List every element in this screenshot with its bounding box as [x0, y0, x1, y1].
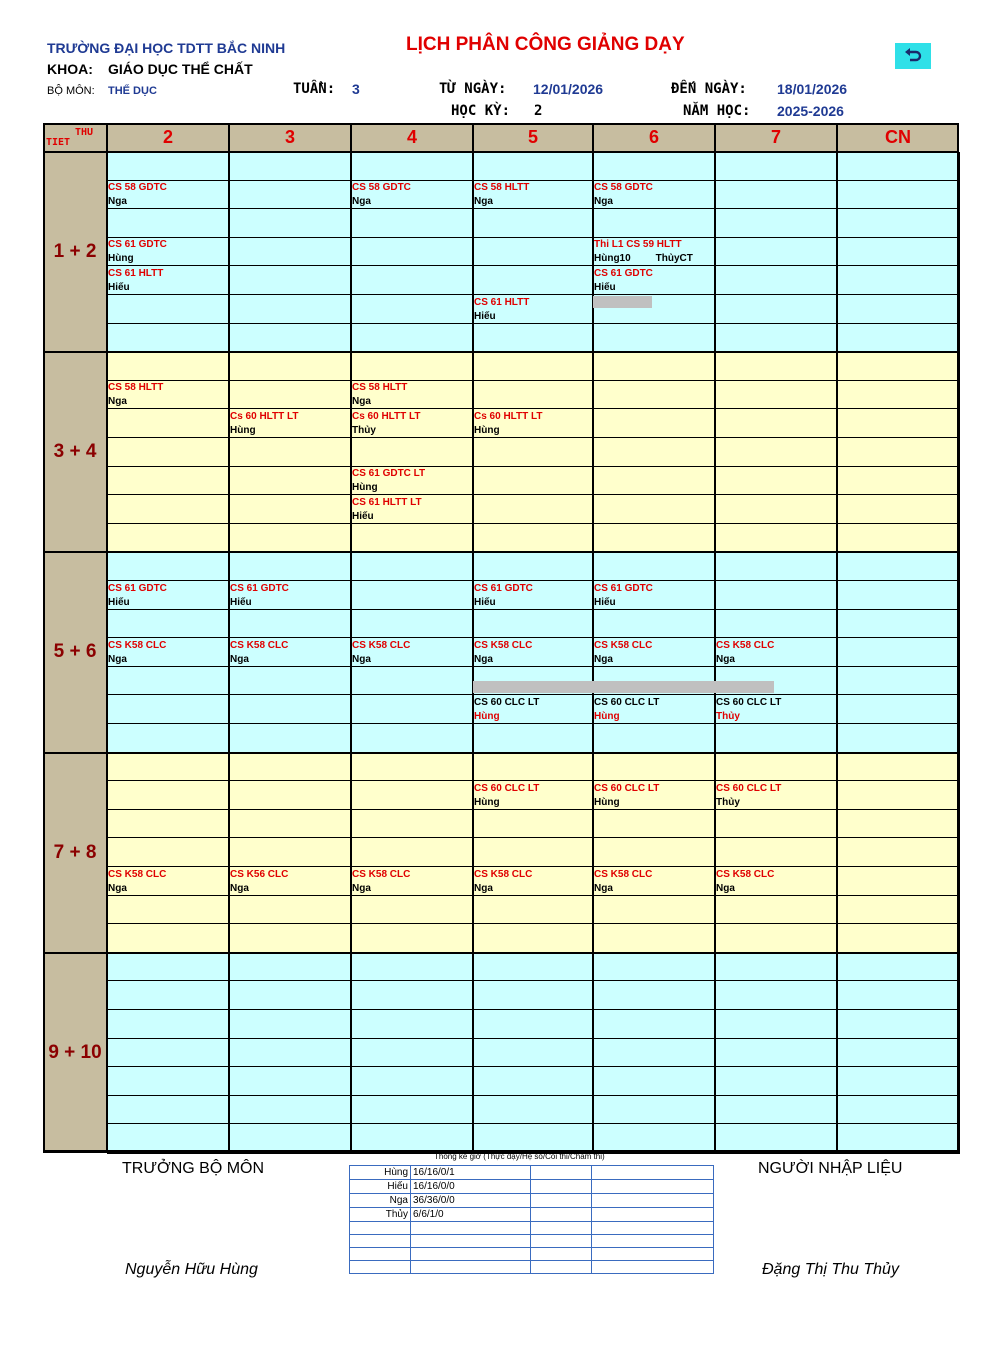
teacher-name: Nga: [474, 196, 493, 208]
class-code: CS K58 CLC: [716, 868, 775, 880]
teacher-name: Hiếu: [230, 596, 252, 608]
day-header: 5: [473, 123, 593, 152]
teacher-name: Nga: [352, 653, 371, 665]
faculty-label: KHOA:: [47, 61, 93, 77]
stats-hours: [411, 1261, 531, 1274]
stats-hours: 16/16/0/1: [411, 1166, 531, 1180]
stats-teacher: [350, 1222, 411, 1235]
stats-hours: 6/6/1/0: [411, 1208, 531, 1222]
school-year-value: 2025-2026: [777, 103, 844, 119]
class-code: CS 60 CLC LT: [474, 696, 540, 708]
period-label: 9 + 10: [43, 953, 107, 1153]
teacher-name: Thủy: [716, 796, 740, 808]
head-of-department-title: TRƯỞNG BỘ MÔN: [122, 1160, 265, 1177]
head-of-department-name: Nguyễn Hữu Hùng: [125, 1261, 258, 1278]
teacher-name: Nga: [352, 196, 371, 208]
to-date-value: 18/01/2026: [777, 81, 848, 97]
faculty-value: GIÁO DỤC THỂ CHẤT: [108, 61, 253, 77]
school-name: TRƯỜNG ĐẠI HỌC TDTT BẮC NINH: [47, 40, 286, 56]
class-code: CS 60 CLC LT: [474, 782, 540, 794]
stats-row: [350, 1261, 714, 1274]
page-title: LỊCH PHÂN CÔNG GIẢNG DẠY: [406, 34, 685, 55]
teacher-name: Nga: [594, 882, 613, 894]
stats-empty-cell: [592, 1180, 714, 1194]
period-label: 3 + 4: [43, 352, 107, 552]
class-code: CS 61 GDTC LT: [352, 468, 426, 480]
class-code: CS 58 GDTC: [108, 182, 167, 194]
class-code: CS K58 CLC: [352, 639, 411, 651]
teacher-name: Hùng: [594, 710, 620, 722]
period-label: 5 + 6: [43, 552, 107, 752]
stats-teacher: Thủy: [350, 1208, 411, 1222]
teacher-name: Hiếu: [594, 596, 616, 608]
day-header: 7: [715, 123, 837, 152]
class-code: CS 60 CLC LT: [716, 696, 782, 708]
stats-teacher: [350, 1261, 411, 1274]
stats-empty-cell: [531, 1208, 592, 1222]
data-entry-title: NGƯỜI NHẬP LIỆU: [758, 1160, 903, 1177]
class-code: CS K58 CLC: [594, 639, 653, 651]
teacher-name: Hùng: [108, 253, 134, 265]
teacher-name: Thủy: [716, 710, 740, 722]
stats-table: [349, 1165, 714, 1274]
semester-value: 2: [534, 103, 543, 119]
semester-label: HỌC KỲ:: [451, 103, 511, 119]
class-code: CS 61 GDTC: [108, 582, 167, 594]
stats-row: [350, 1235, 714, 1248]
class-code: CS 61 GDTC: [594, 267, 653, 279]
stats-empty-cell: [531, 1261, 592, 1274]
teacher-name: Nga: [108, 653, 127, 665]
from-date-value: 12/01/2026: [533, 81, 604, 97]
teacher-name: Nga: [594, 653, 613, 665]
week-value: 3: [352, 81, 360, 97]
day-header: 6: [593, 123, 715, 152]
teacher-name: Hiếu: [474, 310, 496, 322]
class-code: CS 61 HLTT: [108, 267, 164, 279]
class-code: CS 60 CLC LT: [594, 696, 660, 708]
class-code: CS 61 GDTC: [230, 582, 289, 594]
timetable-grid: [43, 123, 959, 1152]
stats-teacher: Hùng: [350, 1166, 411, 1180]
stats-empty-cell: [531, 1222, 592, 1235]
teacher-name: Hùng: [230, 424, 256, 436]
class-code: CS K58 CLC: [716, 639, 775, 651]
class-code: CS 61 HLTT LT: [352, 496, 422, 508]
day-header: CN: [837, 123, 959, 152]
to-date-label: ĐẾN NGÀY:: [671, 81, 747, 97]
back-button[interactable]: [895, 43, 931, 69]
teacher-name: Nga: [716, 882, 735, 894]
teacher-name: Hùng10 ThủyCT: [594, 253, 693, 265]
class-code: Cs 60 HLTT LT: [230, 410, 299, 422]
stats-teacher: [350, 1248, 411, 1261]
class-code: CS 58 HLTT: [108, 382, 164, 394]
class-code: Cs 60 HLTT LT: [352, 410, 421, 422]
class-code: CS K58 CLC: [474, 639, 533, 651]
period-label: 7 + 8: [43, 753, 107, 953]
teacher-name: Nga: [230, 882, 249, 894]
stats-empty-cell: [531, 1166, 592, 1180]
teacher-name: Hiếu: [108, 281, 130, 293]
week-label: TUẦN:: [293, 81, 336, 97]
class-code: CS 60 CLC LT: [716, 782, 782, 794]
stats-empty-cell: [531, 1248, 592, 1261]
teacher-name: Nga: [474, 882, 493, 894]
stats-teacher: [350, 1235, 411, 1248]
teacher-name: Hùng: [474, 710, 500, 722]
stats-row: [350, 1222, 714, 1235]
teacher-name: Hùng: [594, 796, 620, 808]
teacher-name: Nga: [108, 196, 127, 208]
class-code: CS K58 CLC: [108, 868, 167, 880]
teacher-name: Nga: [108, 882, 127, 894]
stats-empty-cell: [592, 1235, 714, 1248]
stats-hours: 36/36/0/0: [411, 1194, 531, 1208]
stats-hours: 16/16/0/0: [411, 1180, 531, 1194]
teacher-name: Thủy: [352, 424, 376, 436]
class-code: CS K58 CLC: [230, 639, 289, 651]
return-arrow-icon: [902, 47, 924, 65]
stats-empty-cell: [592, 1248, 714, 1261]
corner-day-label: THU: [74, 126, 94, 138]
class-code: CS 58 GDTC: [352, 182, 411, 194]
stats-hours: [411, 1222, 531, 1235]
class-code: CS 60 CLC LT: [594, 782, 660, 794]
stats-empty-cell: [592, 1222, 714, 1235]
class-code: CS 58 HLTT: [352, 382, 408, 394]
stats-row: [350, 1180, 714, 1194]
teacher-name: Hùng: [474, 796, 500, 808]
class-code: CS K58 CLC: [594, 868, 653, 880]
class-code: Cs 60 HLTT LT: [474, 410, 543, 422]
data-entry-name: Đặng Thị Thu Thủy: [762, 1261, 899, 1278]
class-code: CS K58 CLC: [352, 868, 411, 880]
teacher-name: Nga: [352, 396, 371, 408]
stats-empty-cell: [592, 1208, 714, 1222]
stats-empty-cell: [592, 1194, 714, 1208]
period-label: 1 + 2: [43, 152, 107, 352]
corner-period-label: TIET: [46, 136, 71, 148]
teacher-name: Hùng: [352, 482, 378, 494]
teacher-name: Hiếu: [474, 596, 496, 608]
teacher-name: Nga: [474, 653, 493, 665]
from-date-label: TỪ NGÀY:: [439, 81, 507, 97]
class-code: CS 61 GDTC: [594, 582, 653, 594]
teacher-name: Nga: [108, 396, 127, 408]
stats-row: [350, 1248, 714, 1261]
stats-title: Thống kê giờ (Thực dạy/Hệ số/Coi thi/Chấm thi): [434, 1152, 605, 1161]
department-value: THỂ DỤC: [108, 85, 157, 97]
class-code: CS 61 GDTC: [108, 239, 167, 251]
stats-row: [350, 1208, 714, 1222]
class-code: Thi L1 CS 59 HLTT: [594, 239, 682, 251]
class-code: CS K58 CLC: [108, 639, 167, 651]
teacher-name: Nga: [594, 196, 613, 208]
stats-empty-cell: [592, 1166, 714, 1180]
day-header: 3: [229, 123, 351, 152]
stats-hours: [411, 1248, 531, 1261]
stats-teacher: Nga: [350, 1194, 411, 1208]
class-code: CS 61 GDTC: [474, 582, 533, 594]
teacher-name: Hiếu: [594, 281, 616, 293]
stats-row: [350, 1166, 714, 1180]
day-header: 4: [351, 123, 473, 152]
class-code: CS 61 HLTT: [474, 296, 530, 308]
teacher-name: Nga: [716, 653, 735, 665]
class-code: CS K56 CLC: [230, 868, 289, 880]
stats-empty-cell: [592, 1261, 714, 1274]
stats-empty-cell: [531, 1235, 592, 1248]
stats-teacher: Hiếu: [350, 1180, 411, 1194]
stats-hours: [411, 1235, 531, 1248]
class-code: CS 58 GDTC: [594, 182, 653, 194]
stats-row: [350, 1194, 714, 1208]
teacher-name: Nga: [352, 882, 371, 894]
class-code: CS K58 CLC: [474, 868, 533, 880]
teacher-name: Hiếu: [108, 596, 130, 608]
teacher-name: Hùng: [474, 424, 500, 436]
teacher-name: Hiếu: [352, 510, 374, 522]
department-label: BỘ MÔN:: [47, 85, 95, 97]
stats-empty-cell: [531, 1194, 592, 1208]
teacher-name: Nga: [230, 653, 249, 665]
stats-empty-cell: [531, 1180, 592, 1194]
school-year-label: NĂM HỌC:: [683, 103, 751, 119]
day-header: 2: [107, 123, 229, 152]
class-code: CS 58 HLTT: [474, 182, 530, 194]
